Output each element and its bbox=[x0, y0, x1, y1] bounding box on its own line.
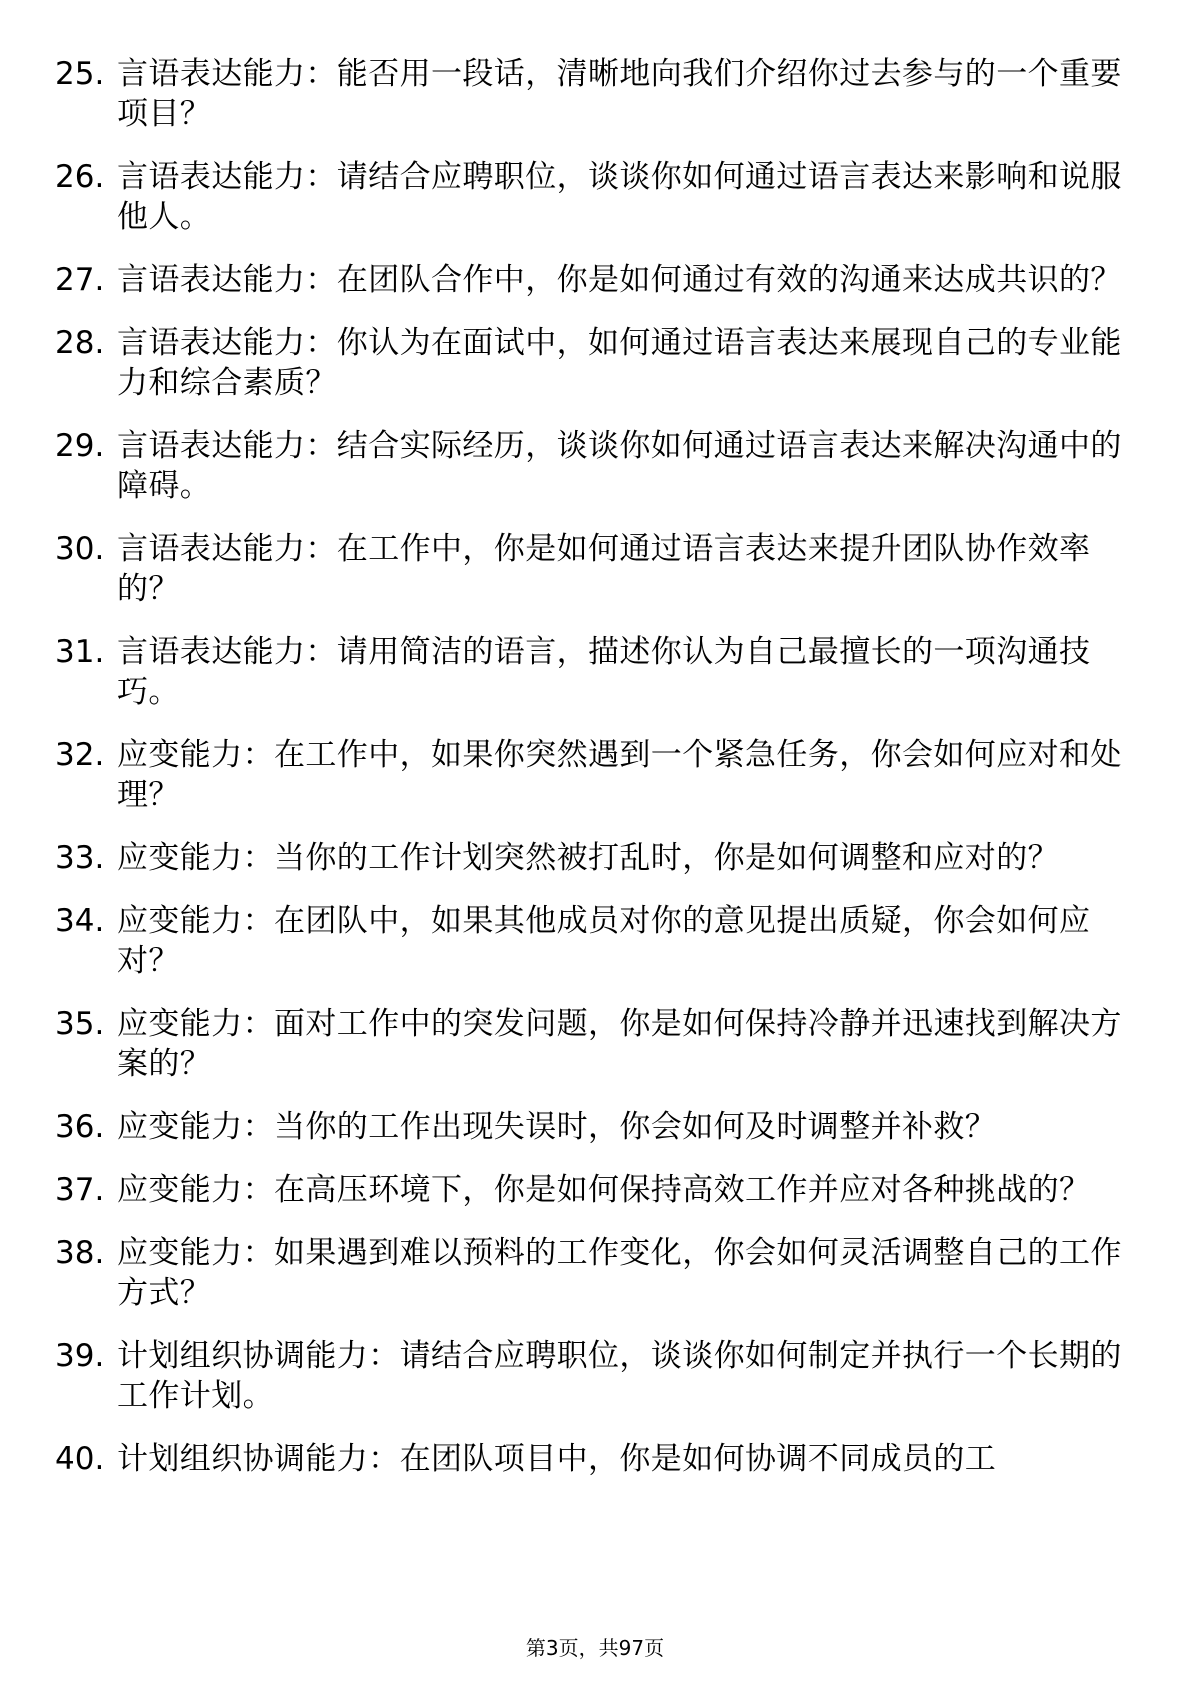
question-text: 应变能力：如果遇到难以预料的工作变化，你会如何灵活调整自己的工作方式？ bbox=[117, 1235, 1122, 1311]
list-item bbox=[55, 1439, 1125, 1479]
question-text: 应变能力：面对工作中的突发问题，你是如何保持冷静并迅速找到解决方案的？ bbox=[117, 1006, 1122, 1082]
question-number: 34. bbox=[55, 903, 105, 939]
question-number: 28. bbox=[55, 325, 105, 361]
question-text: 言语表达能力：在团队合作中，你是如何通过有效的沟通来达成共识的？ bbox=[117, 262, 1122, 298]
list-item bbox=[55, 157, 1125, 237]
list-item bbox=[55, 1004, 1125, 1084]
question-text: 应变能力：在团队中，如果其他成员对你的意见提出质疑，你会如何应对？ bbox=[117, 903, 1091, 979]
question-text: 言语表达能力：在工作中，你是如何通过语言表达来提升团队协作效率的？ bbox=[117, 531, 1091, 607]
question-number: 35. bbox=[55, 1006, 105, 1042]
list-item bbox=[55, 1170, 1125, 1210]
question-text: 应变能力：在工作中，如果你突然遇到一个紧急任务，你会如何应对和处理？ bbox=[117, 737, 1122, 813]
question-text: 言语表达能力：请结合应聘职位，谈谈你如何通过语言表达来影响和说服他人。 bbox=[117, 159, 1122, 235]
question-text: 计划组织协调能力：在团队项目中，你是如何协调不同成员的工 bbox=[117, 1441, 997, 1477]
question-list bbox=[55, 54, 1125, 1502]
question-number: 39. bbox=[55, 1338, 105, 1374]
question-number: 33. bbox=[55, 840, 105, 876]
question-number: 26. bbox=[55, 159, 105, 195]
question-text: 应变能力：在高压环境下，你是如何保持高效工作并应对各种挑战的？ bbox=[117, 1172, 1091, 1208]
question-text: 计划组织协调能力：请结合应聘职位，谈谈你如何制定并执行一个长期的工作计划。 bbox=[117, 1338, 1122, 1414]
list-item bbox=[55, 323, 1125, 403]
list-item bbox=[55, 54, 1125, 134]
list-item bbox=[55, 1233, 1125, 1313]
question-number: 30. bbox=[55, 531, 105, 567]
list-item bbox=[55, 1336, 1125, 1416]
question-number: 25. bbox=[55, 56, 105, 92]
question-text: 应变能力：当你的工作出现失误时，你会如何及时调整并补救？ bbox=[117, 1109, 997, 1145]
page-footer: 第3页，共97页 bbox=[525, 1636, 665, 1660]
list-item bbox=[55, 529, 1125, 609]
question-number: 29. bbox=[55, 428, 105, 464]
list-item bbox=[55, 426, 1125, 506]
list-item bbox=[55, 735, 1125, 815]
question-text: 言语表达能力：能否用一段话，清晰地向我们介绍你过去参与的一个重要项目？ bbox=[117, 56, 1122, 132]
list-item bbox=[55, 1107, 1125, 1147]
list-item bbox=[55, 838, 1125, 878]
question-text: 应变能力：当你的工作计划突然被打乱时，你是如何调整和应对的？ bbox=[117, 840, 1059, 876]
question-number: 40. bbox=[55, 1441, 105, 1477]
question-number: 36. bbox=[55, 1109, 105, 1145]
list-item bbox=[55, 901, 1125, 981]
question-number: 37. bbox=[55, 1172, 105, 1208]
list-item bbox=[55, 632, 1125, 712]
question-text: 言语表达能力：请用简洁的语言，描述你认为自己最擅长的一项沟通技巧。 bbox=[117, 634, 1091, 710]
question-number: 38. bbox=[55, 1235, 105, 1271]
question-number: 32. bbox=[55, 737, 105, 773]
question-text: 言语表达能力：你认为在面试中，如何通过语言表达来展现自己的专业能力和综合素质？ bbox=[117, 325, 1122, 401]
list-item bbox=[55, 260, 1125, 300]
question-text: 言语表达能力：结合实际经历，谈谈你如何通过语言表达来解决沟通中的障碍。 bbox=[117, 428, 1122, 504]
question-number: 31. bbox=[55, 634, 105, 670]
question-number: 27. bbox=[55, 262, 105, 298]
